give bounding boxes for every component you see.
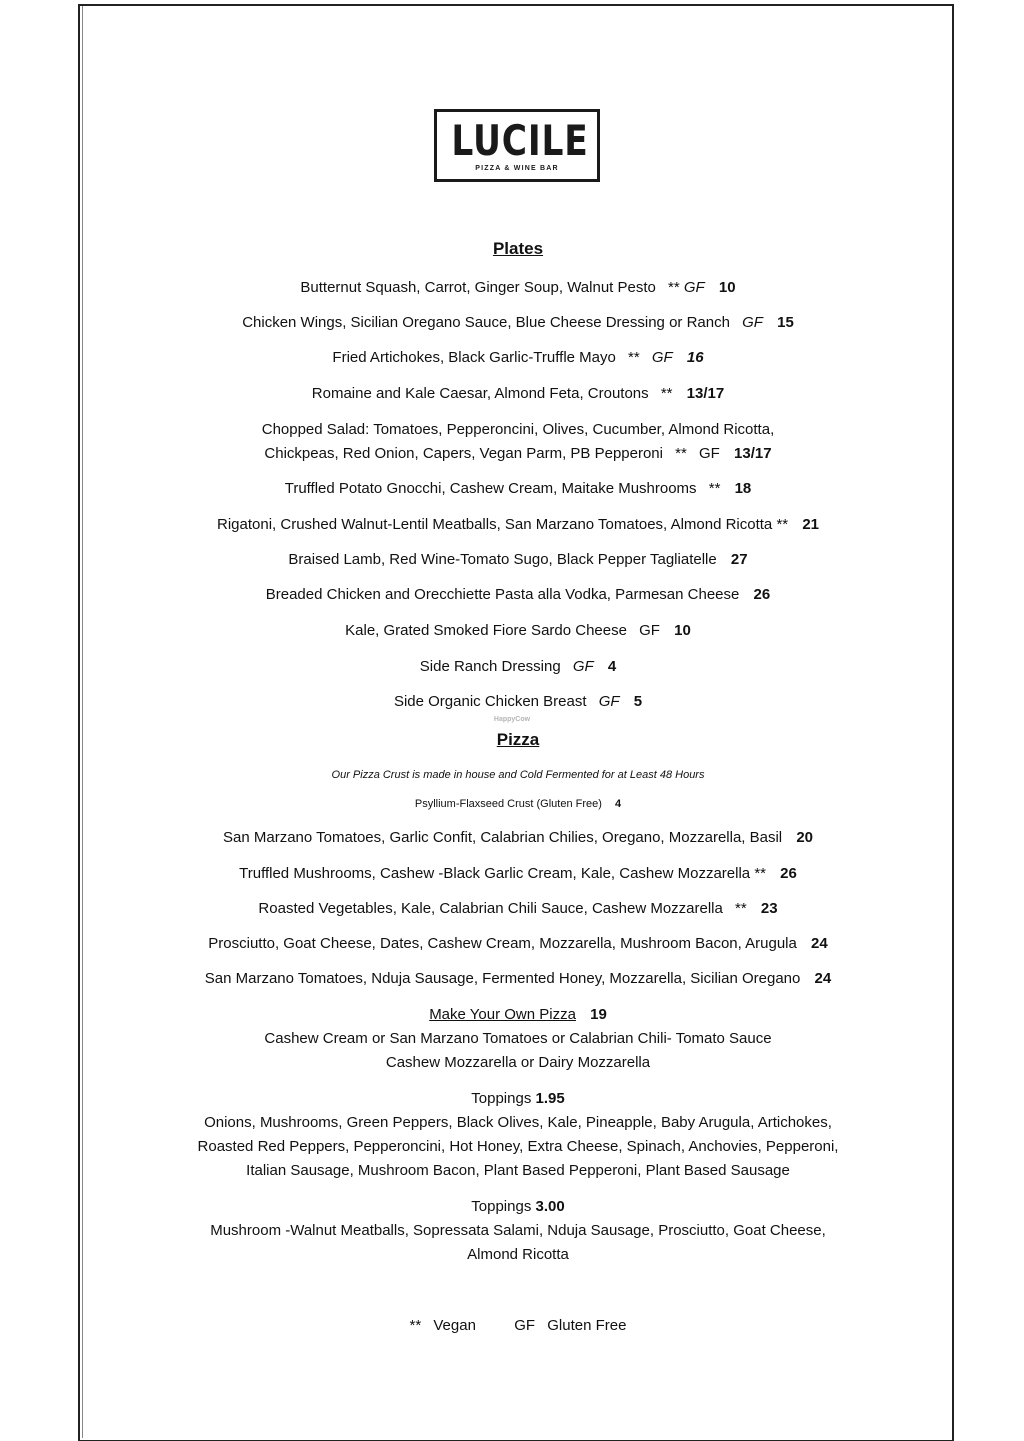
menu-item: Braised Lamb, Red Wine-Tomato Sugo, Black Pepper Tagliatelle 27 bbox=[288, 551, 748, 568]
logo-tagline: PIZZA & WINE BAR bbox=[475, 165, 559, 172]
pizza-item: San Marzano Tomatoes, Garlic Confit, Calabrian Chilies, Oregano, Mozzarella, Basil 20 bbox=[223, 829, 813, 846]
pizza-item: San Marzano Tomatoes, Nduja Sausage, Fermented Honey, Mozzarella, Sicilian Oregano 24 bbox=[204, 970, 832, 987]
menu-item-continued: Chickpeas, Red Onion, Capers, Vegan Parm, PB Pepperoni ** GF 13/17 bbox=[264, 445, 772, 462]
make-your-own-sauce: Cashew Cream or San Marzano Tomatoes or Calabrian Chili- Tomato Sauce bbox=[264, 1030, 772, 1047]
menu-item: Kale, Grated Smoked Fiore Sardo Cheese GF 10 bbox=[345, 622, 691, 639]
pizza-crust-note: Our Pizza Crust is made in house and Cold Fermented for at Least 48 Hours bbox=[331, 769, 705, 781]
pizza-heading: Pizza bbox=[496, 730, 540, 749]
menu-item: Truffled Potato Gnocchi, Cashew Cream, Maitake Mushrooms ** 18 bbox=[284, 480, 752, 497]
toppings-a-list: Italian Sausage, Mushroom Bacon, Plant Based Pepperoni, Plant Based Sausage bbox=[246, 1162, 790, 1179]
menu-item: Butternut Squash, Carrot, Ginger Soup, Walnut Pesto ** GF 10 bbox=[300, 279, 736, 296]
toppings-b-header: Toppings 3.00 bbox=[471, 1198, 565, 1215]
menu-item: Side Ranch Dressing GF 4 bbox=[419, 658, 617, 675]
menu-item: Side Organic Chicken Breast GF 5 bbox=[393, 693, 643, 710]
menu-item: Rigatoni, Crushed Walnut-Lentil Meatballs, San Marzano Tomatoes, Almond Ricotta ** 21 bbox=[217, 516, 819, 533]
menu-item: Chicken Wings, Sicilian Oregano Sauce, Blue Cheese Dressing or Ranch GF 15 bbox=[242, 314, 794, 331]
toppings-a-list: Roasted Red Peppers, Pepperoncini, Hot Honey, Extra Cheese, Spinach, Anchovies, Pepperoni, bbox=[197, 1138, 839, 1155]
make-your-own-title: Make Your Own Pizza 19 bbox=[429, 1006, 607, 1023]
toppings-a-header: Toppings 1.95 bbox=[471, 1090, 565, 1107]
pizza-item: Truffled Mushrooms, Cashew -Black Garlic Cream, Kale, Cashew Mozzarella ** 26 bbox=[239, 865, 797, 882]
crust-option: Psyllium-Flaxseed Crust (Gluten Free) 4 bbox=[414, 798, 622, 810]
pizza-item: Roasted Vegetables, Kale, Calabrian Chili Sauce, Cashew Mozzarella ** 23 bbox=[258, 900, 778, 917]
restaurant-logo bbox=[434, 109, 600, 182]
plates-heading: Plates bbox=[492, 239, 544, 258]
toppings-a-list: Onions, Mushrooms, Green Peppers, Black Olives, Kale, Pineapple, Baby Arugula, Artichokes, bbox=[204, 1114, 832, 1131]
toppings-b-list: Mushroom -Walnut Meatballs, Sopressata Salami, Nduja Sausage, Prosciutto, Goat Cheese, bbox=[210, 1222, 826, 1239]
toppings-b-list: Almond Ricotta bbox=[467, 1246, 569, 1263]
menu-item: Fried Artichokes, Black Garlic-Truffle Mayo ** GF 16 bbox=[332, 349, 704, 366]
menu-item: Breaded Chicken and Orecchiette Pasta alla Vodka, Parmesan Cheese 26 bbox=[265, 586, 771, 603]
make-your-own-cheese: Cashew Mozzarella or Dairy Mozzarella bbox=[385, 1054, 651, 1071]
dietary-legend: ** Vegan GF Gluten Free bbox=[409, 1317, 627, 1334]
logo-name: LUCILE bbox=[451, 116, 589, 165]
happycow-watermark: HappyCow bbox=[493, 716, 531, 723]
pizza-item: Prosciutto, Goat Cheese, Dates, Cashew Cream, Mozzarella, Mushroom Bacon, Arugula 24 bbox=[208, 935, 828, 952]
menu-item: Romaine and Kale Caesar, Almond Feta, Croutons ** 13/17 bbox=[311, 385, 725, 402]
menu-item: Chopped Salad: Tomatoes, Pepperoncini, Olives, Cucumber, Almond Ricotta, bbox=[261, 421, 775, 438]
